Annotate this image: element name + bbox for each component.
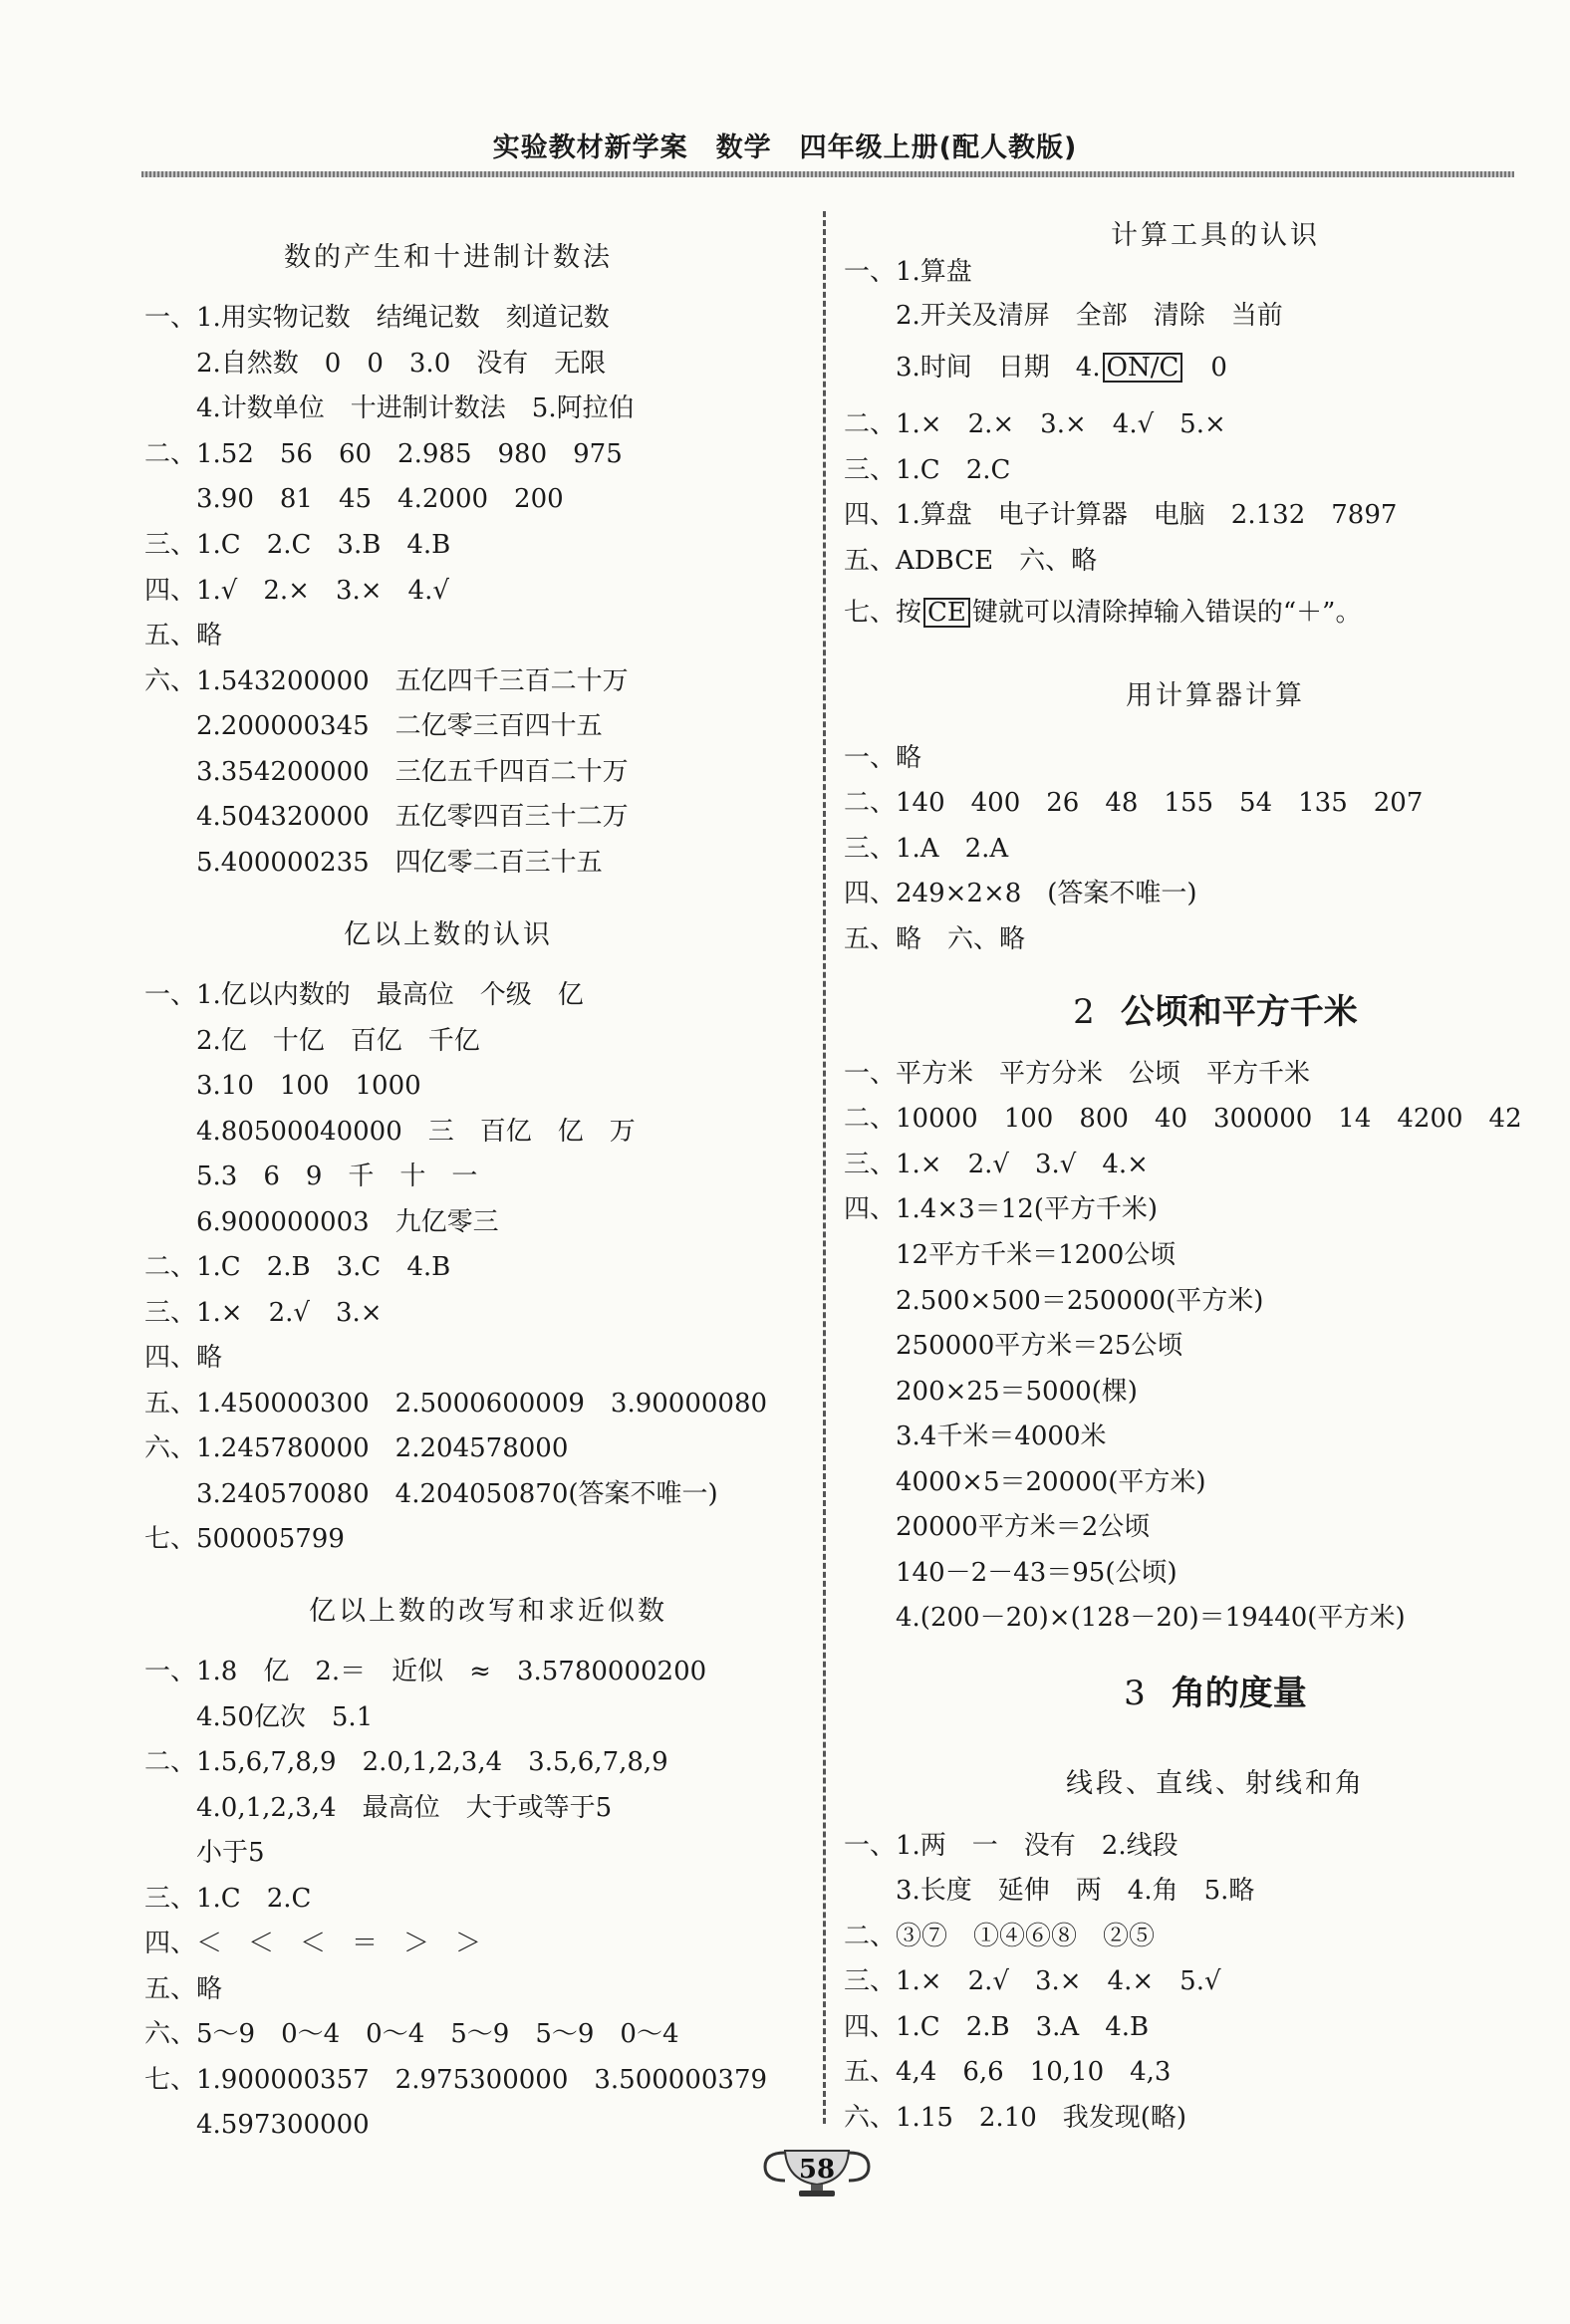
section-title: 计算工具的认识: [1111, 220, 1320, 251]
section-title: 线段、直线、射线和角: [1066, 1768, 1365, 1799]
answer-line: 三、1.× 2.√ 3.√ 4.×: [844, 1150, 1149, 1179]
answer-line: 四、249×2×8 (答案不唯一): [844, 879, 1197, 908]
answer-line: 3.长度 延伸 两 4.角 5.略: [844, 1876, 1255, 1906]
answer-line: 4.597300000: [144, 2110, 370, 2140]
answer-line: 一、1.8 亿 2.＝ 近似 ≈ 3.5780000200: [144, 1657, 707, 1686]
chapter-number: 2: [1073, 992, 1095, 1032]
answer-line: 3.10 100 1000: [144, 1071, 421, 1101]
answer-line: 四、1.√ 2.× 3.× 4.√: [144, 576, 449, 606]
answer-line: 三、1.× 2.√ 3.×: [144, 1298, 383, 1328]
answer-line: 三、1.C 2.C: [844, 455, 1011, 485]
answer-line: 4.80500040000 三 百亿 亿 万: [144, 1117, 636, 1147]
answer-line: 250000平方米＝25公顷: [844, 1331, 1183, 1361]
answer-text: 七、按: [844, 598, 922, 628]
answer-line: 二、1.C 2.B 3.C 4.B: [144, 1252, 451, 1282]
answer-line: 四、1.C 2.B 3.A 4.B: [844, 2012, 1150, 2042]
answer-line: 五、ADBCE 六、略: [844, 546, 1098, 576]
answer-line: 五、1.450000300 2.5000600009 3.90000080: [144, 1389, 768, 1419]
answer-line: 七、1.900000357 2.975300000 3.500000379: [144, 2065, 768, 2095]
answer-line: 5.3 6 9 千 十 一: [144, 1162, 478, 1191]
chapter-heading: [946, 984, 1484, 1033]
answer-line: 六、1.245780000 2.204578000: [144, 1433, 569, 1463]
answer-line: 五、略: [144, 1974, 223, 2004]
answer-text: 3.时间 日期 4.: [844, 353, 1101, 383]
answer-line: 一、1.亿以内数的 最高位 个级 亿: [144, 980, 584, 1010]
answer-line: 二、1.52 56 60 2.985 980 975: [144, 439, 623, 469]
answer-line: 四、1.算盘 电子计算器 电脑 2.132 7897: [844, 500, 1398, 530]
answer-line: 3.90 81 45 4.2000 200: [144, 484, 564, 514]
chapter-heading: [946, 1666, 1484, 1714]
chapter-title: 公顷和平方千米: [1120, 992, 1358, 1032]
answer-line: 2.自然数 0 0 3.0 没有 无限: [144, 349, 607, 379]
answer-line: 四、1.4×3＝12(平方千米): [844, 1194, 1159, 1224]
answer-line: 六、5～9 0～4 0～4 5～9 5～9 0～4: [144, 2019, 679, 2049]
on-c-key-label: ON/C: [1103, 353, 1183, 383]
answer-line: 小于5: [144, 1838, 265, 1868]
chapter-number: 3: [1124, 1674, 1146, 1713]
answer-line: 七、500005799: [144, 1524, 345, 1554]
answer-line: 三、1.C 2.C 3.B 4.B: [144, 530, 451, 560]
section-title: 数的产生和十进制计数法: [284, 242, 613, 273]
page-number-badge: [755, 2147, 879, 2198]
answer-line: [844, 598, 1361, 628]
answer-line: 一、平方米 平方分米 公顷 平方千米: [844, 1059, 1311, 1089]
answer-line: 3.4千米＝4000米: [844, 1421, 1107, 1451]
answer-line: 六、1.543200000 五亿四千三百二十万: [144, 666, 629, 696]
section-title: 亿以上数的认识: [344, 919, 553, 950]
answer-line: 4.504320000 五亿零四百三十二万: [144, 802, 629, 832]
answer-line: 二、1.5,6,7,8,9 2.0,1,2,3,4 3.5,6,7,8,9: [144, 1747, 668, 1777]
answer-line: 6.900000003 九亿零三: [144, 1207, 499, 1237]
answer-line: 一、1.两 一 没有 2.线段: [844, 1831, 1178, 1861]
answer-line: 20000平方米＝2公顷: [844, 1512, 1151, 1542]
answer-line: 4.计数单位 十进制计数法 5.阿拉伯: [144, 393, 635, 423]
answer-line: 三、1.C 2.C: [144, 1884, 312, 1914]
answer-line: 3.240570080 4.204050870(答案不唯一): [144, 1479, 718, 1509]
answer-line: 2.开关及清屏 全部 清除 当前: [844, 301, 1283, 331]
answer-line: 12平方千米＝1200公顷: [844, 1240, 1177, 1270]
answer-line: 一、1.用实物记数 结绳记数 刻道记数: [144, 303, 610, 333]
chapter-title: 角的度量: [1171, 1674, 1307, 1713]
header-rule: [141, 171, 1514, 177]
column-divider: [823, 211, 826, 2124]
answer-line: 140－2－43＝95(公顷): [844, 1558, 1178, 1588]
answer-line: 4.50亿次 5.1: [144, 1702, 374, 1732]
answer-line: 二、10000 100 800 40 300000 14 4200 42: [844, 1104, 1522, 1134]
answer-line: 三、1.× 2.√ 3.× 4.× 5.√: [844, 1966, 1221, 1996]
answer-line: 3.354200000 三亿五千四百二十万: [144, 757, 629, 787]
section-title: 亿以上数的改写和求近似数: [309, 1596, 667, 1627]
answer-line: 五、略 六、略: [844, 924, 1026, 954]
answer-line: 4000×5＝20000(平方米): [844, 1467, 1206, 1497]
answer-line: 五、略: [144, 621, 223, 650]
answer-line: 六、1.15 2.10 我发现(略): [844, 2103, 1187, 2133]
answer-line: 200×25＝5000(棵): [844, 1377, 1138, 1407]
answer-line: [844, 353, 1227, 383]
answer-line: 2.200000345 二亿零三百四十五: [144, 711, 603, 741]
answer-line: 2.亿 十亿 百亿 千亿: [144, 1026, 480, 1056]
answer-line: 4.(200－20)×(128－20)＝19440(平方米): [844, 1603, 1406, 1633]
running-header: 实验教材新学案 数学 四年级上册(配人教版): [492, 132, 1078, 163]
answer-line: 二、1.× 2.× 3.× 4.√ 5.×: [844, 409, 1226, 439]
answer-text: 键就可以清除掉输入错误的“＋”。: [971, 598, 1362, 628]
answer-line: 4.0,1,2,3,4 最高位 大于或等于5: [144, 1793, 613, 1823]
answer-line: 一、略: [844, 743, 922, 773]
answer-line: 四、＜ ＜ ＜ ＝ ＞ ＞: [144, 1929, 482, 1958]
answer-line: 五、4,4 6,6 10,10 4,3: [844, 2057, 1172, 2087]
answer-line: 一、1.算盘: [844, 257, 972, 287]
section-title: 用计算器计算: [1126, 680, 1305, 711]
ce-key-label: CE: [923, 598, 970, 628]
answer-line: 四、略: [144, 1343, 223, 1373]
page-number: 58: [798, 2155, 836, 2185]
answer-line: 二、140 400 26 48 155 54 135 207: [844, 788, 1424, 818]
answer-line: 二、③⑦ ①④⑥⑧ ②⑤: [844, 1922, 1156, 1951]
answer-line: 三、1.A 2.A: [844, 834, 1009, 864]
answer-line: 5.400000235 四亿零二百三十五: [144, 848, 603, 878]
answer-text: 0: [1184, 353, 1227, 383]
answer-line: 2.500×500＝250000(平方米): [844, 1286, 1264, 1316]
